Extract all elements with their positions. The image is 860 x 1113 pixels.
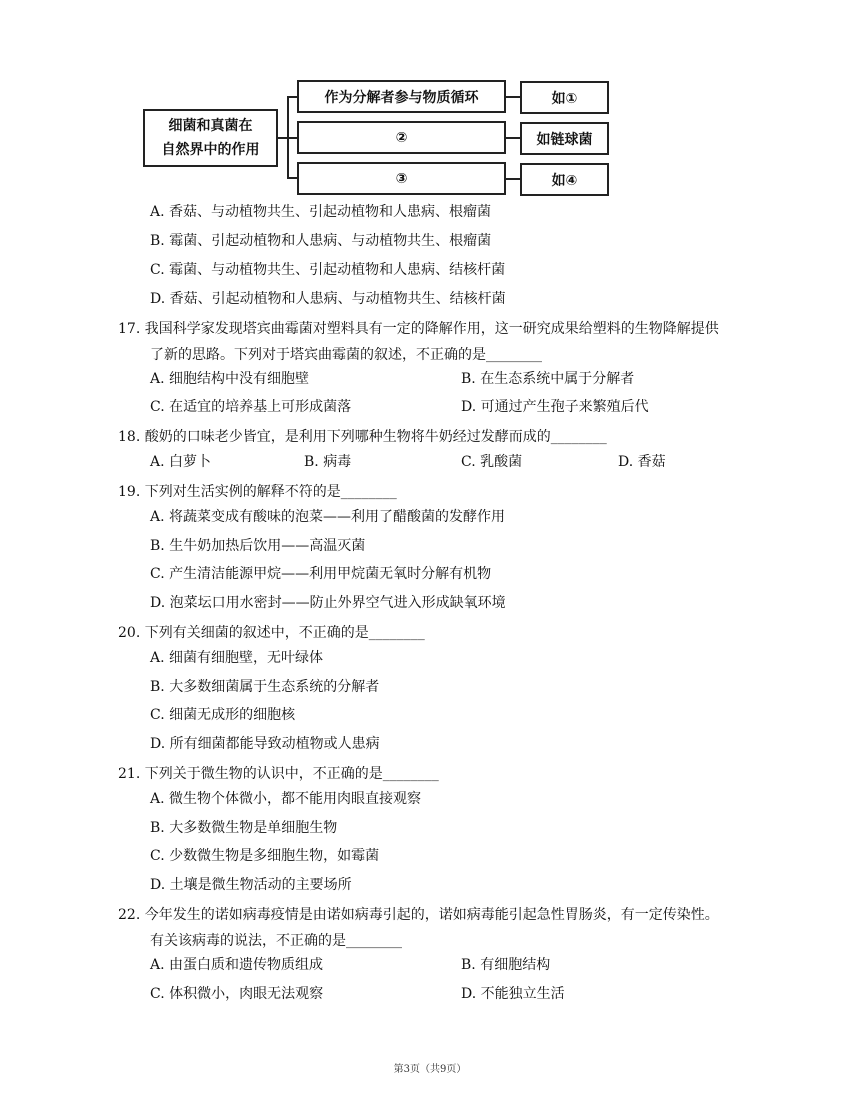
diagram-main-box	[143, 109, 278, 167]
q21-stem: 21. 下列关于微生物的认识中，不正确的是________	[118, 766, 439, 782]
diagram-row1-middle	[297, 80, 506, 113]
q20-option-d: D. 所有细菌都能导致动植物或人患病	[150, 736, 380, 752]
q19-option-c: C. 产生清洁能源甲烷——利用甲烷菌无氧时分解有机物	[150, 566, 492, 582]
q16-option-c: C. 霉菌、与动植物共生、引起动植物和人患病、结核杆菌	[150, 262, 506, 278]
q22-stem-line1: 22. 今年发生的诺如病毒疫情是由诺如病毒引起的，诺如病毒能引起急性胃肠炎，有一定传染性。	[118, 907, 719, 923]
q19-stem: 19. 下列对生活实例的解释不符的是________	[118, 484, 397, 500]
q22-option-d: D. 不能独立生活	[461, 986, 565, 1002]
connector-line	[506, 137, 520, 139]
q21-option-d: D. 土壤是微生物活动的主要场所	[150, 877, 352, 893]
q16-option-b: B. 霉菌、引起动植物和人患病、与动植物共生、根瘤菌	[150, 233, 492, 249]
diagram-row2-middle-text: ②	[395, 129, 408, 146]
q18-option-c: C. 乳酸菌	[461, 454, 523, 470]
diagram-row3-middle-text: ③	[395, 170, 408, 187]
diagram-row1-right	[520, 81, 609, 114]
q18-stem: 18. 酸奶的口味老少皆宜，是利用下列哪种生物将牛奶经过发酵而成的________	[118, 429, 607, 445]
q21-option-a: A. 微生物个体微小，都不能用肉眼直接观察	[150, 791, 422, 807]
q17-stem-line1: 17. 我国科学家发现塔宾曲霉菌对塑料具有一定的降解作用，这一研究成果给塑料的生物降解提供	[118, 321, 719, 337]
diagram-row3-right	[520, 163, 609, 196]
q18-option-b: B. 病毒	[304, 454, 352, 470]
concept-diagram	[0, 0, 860, 210]
q19-option-b: B. 生牛奶加热后饮用——高温灭菌	[150, 538, 366, 554]
q22-option-b: B. 有细胞结构	[461, 957, 551, 973]
connector-line	[506, 96, 520, 98]
q17-stem-line2: 了新的思路。下列对于塔宾曲霉菌的叙述，不正确的是________	[150, 347, 542, 363]
q19-option-a: A. 将蔬菜变成有酸味的泡菜——利用了醋酸菌的发酵作用	[150, 509, 506, 525]
connector-line	[287, 96, 289, 178]
diagram-row1-right-text: 如①	[551, 90, 578, 107]
q17-option-c: C. 在适宜的培养基上可形成菌落	[150, 399, 352, 415]
diagram-row3-right-text: 如④	[551, 172, 578, 189]
page-footer: 第3页（共9页）	[393, 1064, 467, 1075]
diagram-main-line2: 自然界中的作用	[161, 142, 260, 158]
connector-line	[506, 178, 520, 180]
q16-option-a: A. 香菇、与动植物共生、引起动植物和人患病、根瘤菌	[150, 204, 492, 220]
q20-option-b: B. 大多数细菌属于生态系统的分解者	[150, 679, 380, 695]
q17-option-d: D. 可通过产生孢子来繁殖后代	[461, 399, 649, 415]
q16-option-d: D. 香菇、引起动植物和人患病、与动植物共生、结核杆菌	[150, 291, 506, 307]
q20-option-c: C. 细菌无成形的细胞核	[150, 707, 296, 723]
q18-option-d: D. 香菇	[618, 454, 666, 470]
q22-stem-line2: 有关该病毒的说法，不正确的是________	[150, 933, 402, 949]
diagram-row2-middle	[297, 121, 506, 154]
diagram-row3-middle	[297, 162, 506, 195]
q20-option-a: A. 细菌有细胞壁，无叶绿体	[150, 650, 324, 666]
q22-option-a: A. 由蛋白质和遗传物质组成	[150, 957, 324, 973]
q17-option-b: B. 在生态系统中属于分解者	[461, 371, 635, 387]
q19-option-d: D. 泡菜坛口用水密封——防止外界空气进入形成缺氧环境	[150, 595, 506, 611]
diagram-main-line1: 细菌和真菌在	[168, 118, 253, 134]
diagram-row2-right-text: 如链球菌	[536, 131, 593, 148]
q21-option-c: C. 少数微生物是多细胞生物，如霉菌	[150, 848, 380, 864]
q17-option-a: A. 细胞结构中没有细胞壁	[150, 371, 310, 387]
q21-option-b: B. 大多数微生物是单细胞生物	[150, 820, 338, 836]
diagram-row2-right	[520, 122, 609, 155]
q20-stem: 20. 下列有关细菌的叙述中，不正确的是________	[118, 625, 425, 641]
q18-option-a: A. 白萝卜	[150, 454, 212, 470]
q22-option-c: C. 体积微小，肉眼无法观察	[150, 986, 324, 1002]
diagram-row1-middle-text: 作为分解者参与物质循环	[324, 89, 479, 106]
